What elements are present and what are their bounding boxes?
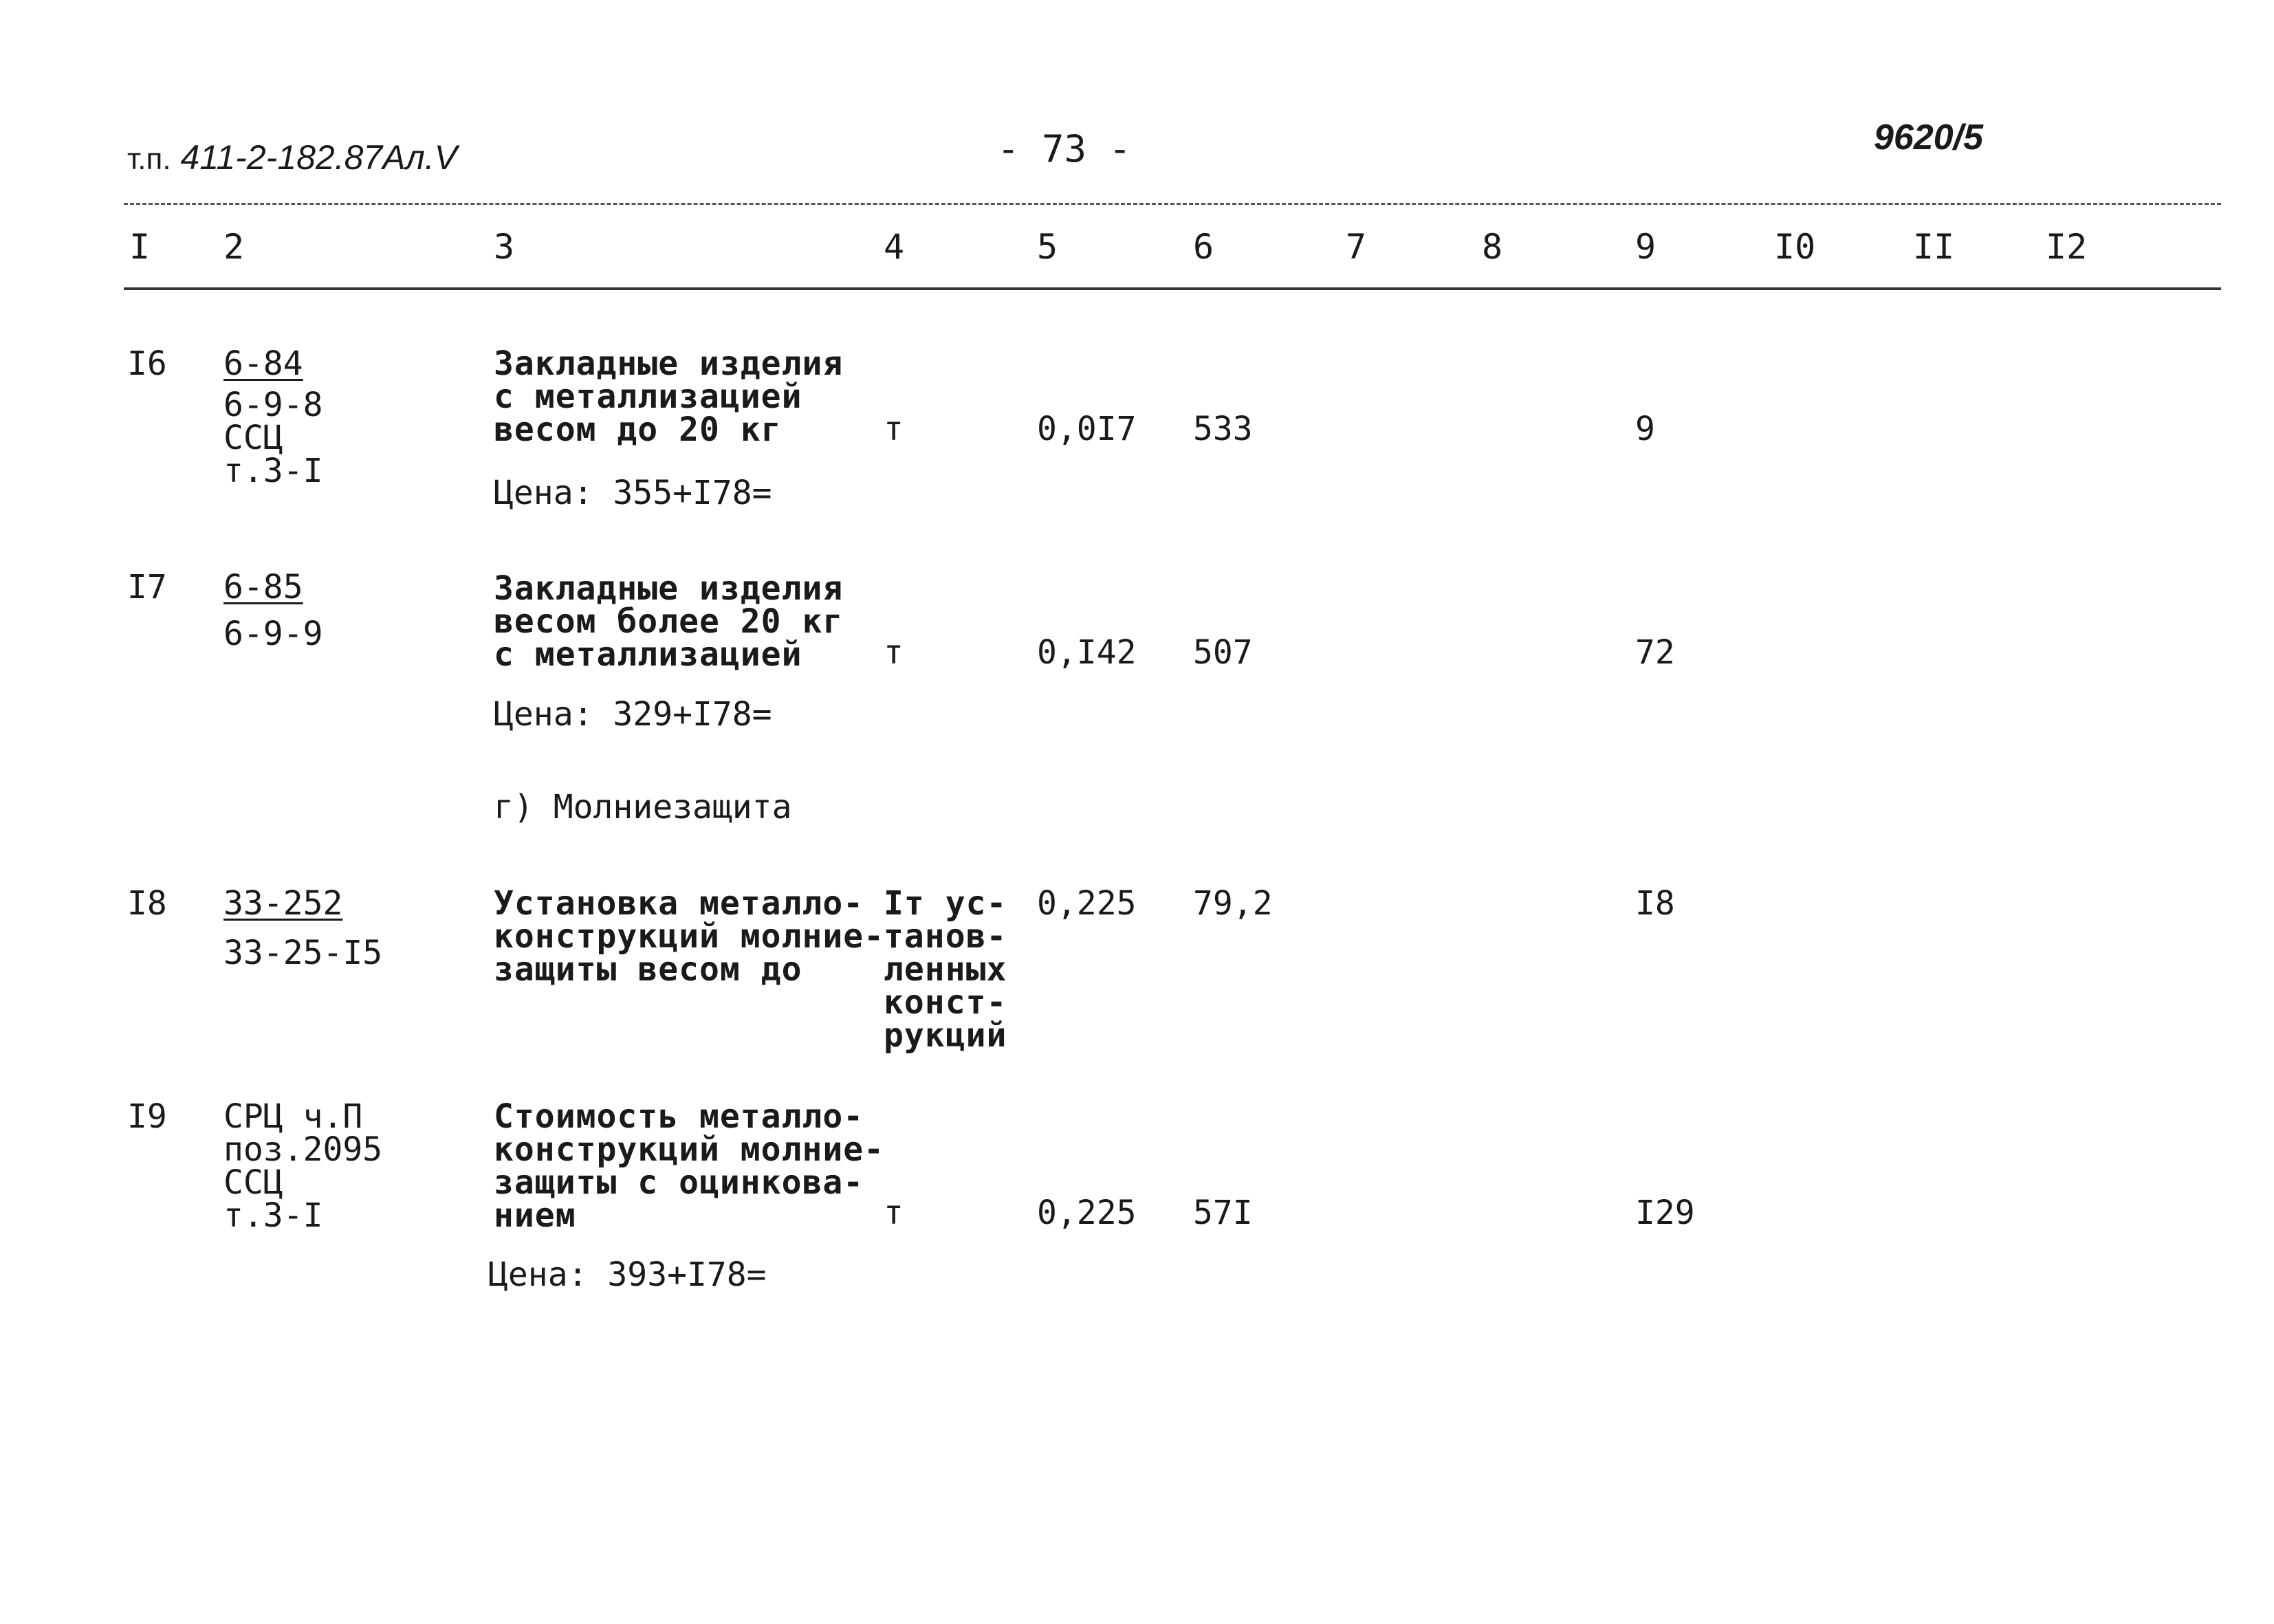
row-quantity: 0,I42 bbox=[1037, 633, 1137, 672]
row-unit-price: 79,2 bbox=[1193, 884, 1273, 923]
column-number-8: 8 bbox=[1482, 227, 1503, 267]
row-price-note: Цена: 329+I78= bbox=[494, 695, 772, 734]
row-unit: т bbox=[884, 410, 904, 448]
column-number-11: II bbox=[1913, 227, 1955, 267]
section-heading: г) Молниезащита bbox=[494, 788, 792, 826]
column-number-9: 9 bbox=[1635, 227, 1657, 267]
row-description: Установка металло- конструкций молние- защиты весом до bbox=[494, 884, 885, 989]
row-description: Закладные изделия весом более 20 кг с металлизацией bbox=[494, 569, 844, 674]
row-description: Закладные изделия с металлизацией весом до 20 кг bbox=[494, 344, 844, 449]
row-reference: 6-84 bbox=[223, 344, 303, 383]
row-price-note: Цена: 355+I78= bbox=[494, 474, 772, 512]
column-number-3: 3 bbox=[494, 227, 515, 267]
row-number: I9 bbox=[127, 1097, 167, 1136]
row-unit-price: 57I bbox=[1193, 1194, 1253, 1232]
column-number-7: 7 bbox=[1346, 227, 1367, 267]
header-rule-top bbox=[124, 203, 2221, 205]
row-reference-detail: 6-9-8 ССЦ т.3-I bbox=[223, 386, 323, 490]
row-unit: т bbox=[884, 1194, 904, 1232]
row-number: I7 bbox=[127, 568, 167, 606]
header-rule-bottom bbox=[124, 287, 2221, 290]
row-quantity: 0,225 bbox=[1037, 884, 1137, 923]
project-code bbox=[127, 138, 457, 177]
row-total: 72 bbox=[1635, 633, 1675, 672]
row-total: I8 bbox=[1635, 884, 1675, 923]
column-number-1: I bbox=[129, 227, 151, 267]
row-total: I29 bbox=[1635, 1194, 1695, 1232]
row-unit: т bbox=[884, 633, 904, 672]
row-reference-detail: поз.2095 ССЦ т.3-I bbox=[223, 1130, 383, 1235]
row-reference: 33-252 bbox=[223, 884, 343, 923]
row-unit: Iт ус- танов- ленных конст- рукций bbox=[884, 884, 1007, 1055]
column-number-12: I2 bbox=[2046, 227, 2088, 267]
row-quantity: 0,225 bbox=[1037, 1194, 1137, 1232]
row-reference: СРЦ ч.П bbox=[223, 1097, 363, 1136]
row-reference-detail: 33-25-I5 bbox=[223, 934, 383, 972]
row-number: I6 bbox=[127, 344, 167, 383]
column-number-5: 5 bbox=[1037, 227, 1058, 267]
row-description: Стоимость металло- конструкций молние- защиты с оцинкова- нием bbox=[494, 1097, 885, 1235]
column-number-6: 6 bbox=[1193, 227, 1214, 267]
column-number-4: 4 bbox=[884, 227, 905, 267]
row-price-note: Цена: 393+I78= bbox=[488, 1255, 767, 1294]
row-unit-price: 533 bbox=[1193, 410, 1253, 448]
project-code-prefix: т.п. bbox=[127, 142, 171, 176]
column-number-2: 2 bbox=[223, 227, 245, 267]
row-reference-detail: 6-9-9 bbox=[223, 615, 323, 653]
project-code-number: 411-2-182.87Ал.V bbox=[180, 138, 458, 177]
row-unit-price: 507 bbox=[1193, 633, 1253, 672]
row-total: 9 bbox=[1635, 410, 1655, 448]
column-number-10: I0 bbox=[1774, 227, 1816, 267]
row-number: I8 bbox=[127, 884, 167, 923]
document-number: 9620/5 bbox=[1874, 118, 1984, 157]
row-reference: 6-85 bbox=[223, 568, 303, 606]
row-quantity: 0,0I7 bbox=[1037, 410, 1137, 448]
page-number: - 73 - bbox=[997, 127, 1132, 171]
